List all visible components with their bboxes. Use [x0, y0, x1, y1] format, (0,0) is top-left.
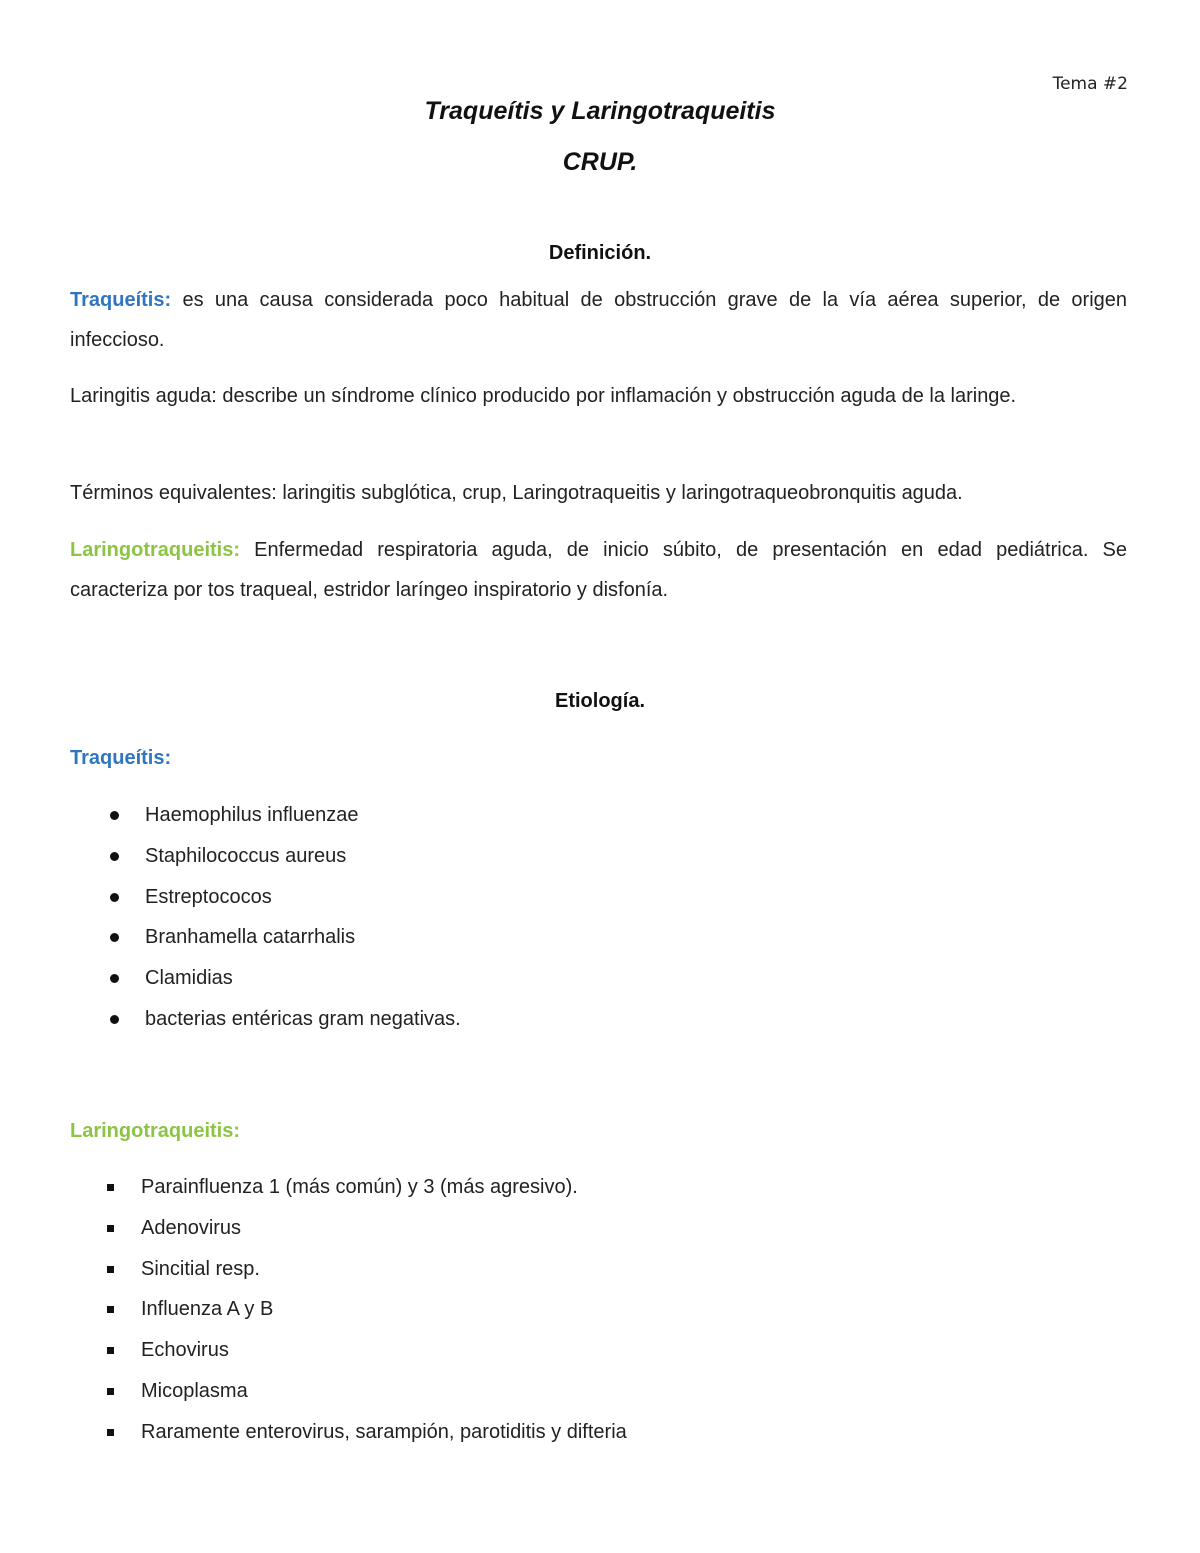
- document-subtitle: CRUP.: [562, 148, 638, 176]
- list-item: Influenza A y B: [70, 1289, 627, 1330]
- bullet-dot-icon: [110, 811, 119, 820]
- bullet-dot-icon: [110, 852, 119, 861]
- laringotraqueitis-definition: [70, 530, 1127, 610]
- laringotraqueitis-term: Laringotraqueitis:: [70, 539, 241, 561]
- bullet-square-icon: [107, 1347, 114, 1354]
- equivalent-terms: Términos equivalentes: laringitis subglótica, crup, Laringotraqueitis y laringotraqueobronquitis aguda.: [70, 482, 963, 504]
- bullet-dot-icon: [110, 974, 119, 983]
- traqueitis-definition: [70, 280, 1127, 360]
- traqueitis-etiology-label: Traqueítis:: [70, 747, 172, 769]
- list-item: Staphilococcus aureus: [70, 836, 461, 877]
- traqueitis-pathogen-list: [70, 795, 461, 1040]
- list-item: Branhamella catarrhalis: [70, 917, 461, 958]
- laringotraqueitis-etiology-label: Laringotraqueitis:: [70, 1120, 241, 1142]
- list-item: Clamidias: [70, 958, 461, 999]
- list-item: Sincitial resp.: [70, 1249, 627, 1290]
- etiologia-heading: Etiología.: [555, 690, 645, 712]
- list-item: Raramente enterovirus, sarampión, parotiditis y difteria: [70, 1412, 627, 1453]
- list-item: Adenovirus: [70, 1208, 627, 1249]
- bullet-square-icon: [107, 1184, 114, 1191]
- bullet-square-icon: [107, 1306, 114, 1313]
- bullet-dot-icon: [110, 1015, 119, 1024]
- laringitis-definition: Laringitis aguda: describe un síndrome clínico producido por inflamación y obstrucción aguda de la laringe.: [70, 385, 1017, 407]
- traqueitis-term: Traqueítis:: [70, 289, 172, 311]
- list-item: Micoplasma: [70, 1371, 627, 1412]
- traqueitis-definition-text: es una causa considerada poco habitual de obstrucción grave de la vía aérea superior, de origen infeccioso.: [70, 289, 1127, 351]
- list-item: Haemophilus influenzae: [70, 795, 461, 836]
- definicion-heading: Definición.: [548, 242, 652, 264]
- laringotraqueitis-definition-text: Enfermedad respiratoria aguda, de inicio súbito, de presentación en edad pediátrica. Se caracteriza por tos traqueal, estridor laríngeo inspiratorio y disfonía.: [70, 539, 1127, 601]
- bullet-square-icon: [107, 1266, 114, 1273]
- list-item: Echovirus: [70, 1330, 627, 1371]
- bullet-dot-icon: [110, 933, 119, 942]
- document-title: Traqueítis y Laringotraqueitis: [424, 97, 776, 125]
- bullet-square-icon: [107, 1225, 114, 1232]
- list-item: bacterias entéricas gram negativas.: [70, 999, 461, 1040]
- list-item: Estreptococos: [70, 877, 461, 918]
- laringotraqueitis-pathogen-list: [70, 1167, 627, 1453]
- bullet-dot-icon: [110, 893, 119, 902]
- bullet-square-icon: [107, 1388, 114, 1395]
- bullet-square-icon: [107, 1429, 114, 1436]
- topic-number: Tema #2: [1052, 74, 1128, 94]
- list-item: Parainfluenza 1 (más común) y 3 (más agresivo).: [70, 1167, 627, 1208]
